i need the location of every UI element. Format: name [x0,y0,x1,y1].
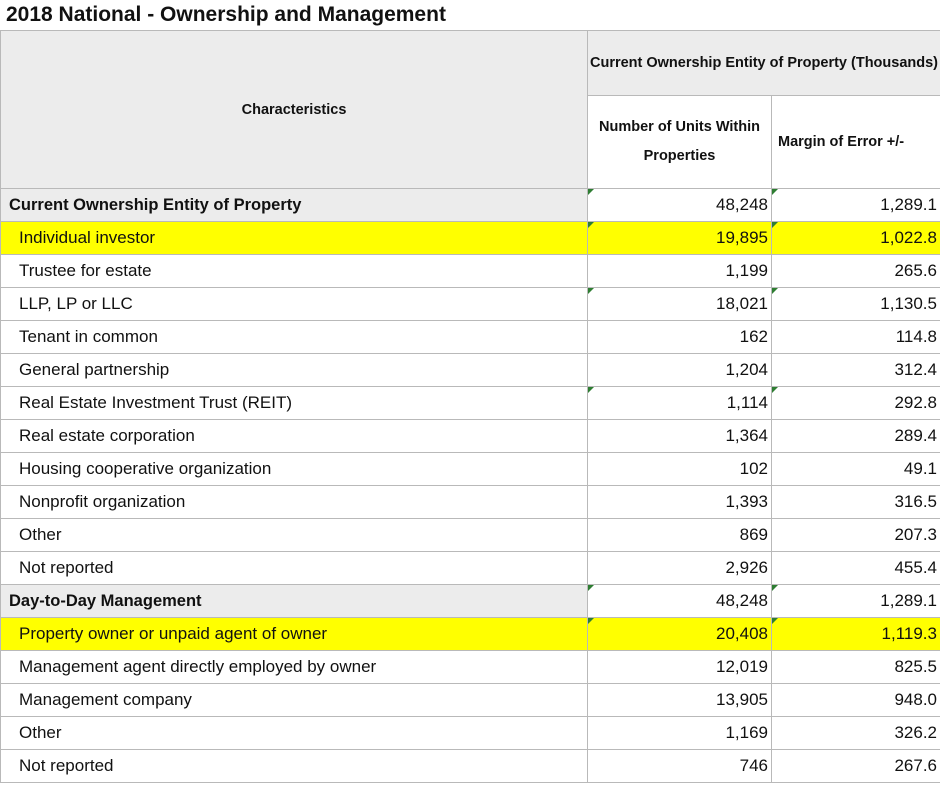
moe-cell [772,750,940,783]
units-value: 1,199 [725,261,768,280]
moe-cell [772,552,940,585]
comment-marker-icon [772,222,778,228]
table-row [1,618,940,651]
comment-marker-icon [772,387,778,393]
comment-marker-icon [772,288,778,294]
moe-cell [772,717,940,750]
characteristics-header: Characteristics [1,31,588,189]
units-cell [588,717,772,750]
comment-marker-icon [588,222,594,228]
units-cell [588,420,772,453]
moe-value: 1,289.1 [880,195,937,214]
row-label: Not reported [1,750,588,783]
units-value: 20,408 [716,624,768,643]
row-label: Not reported [1,552,588,585]
table-row [1,519,940,552]
moe-cell [772,486,940,519]
moe-value: 289.4 [894,426,937,445]
moe-value: 1,022.8 [880,228,937,247]
units-cell [588,519,772,552]
table-row [1,288,940,321]
units-value: 746 [739,756,768,775]
section-row [1,585,940,618]
units-cell [588,189,772,222]
row-label: Property owner or unpaid agent of owner [1,618,588,651]
units-value: 48,248 [716,195,768,214]
moe-value: 825.5 [894,657,937,676]
moe-cell [772,519,940,552]
moe-cell [772,618,940,651]
moe-column-header: Margin of Error +/- [772,96,940,189]
units-cell [588,486,772,519]
moe-value: 455.4 [894,558,937,577]
units-value: 13,905 [716,690,768,709]
row-label: Individual investor [1,222,588,255]
moe-value: 265.6 [894,261,937,280]
units-column-header: Number of Units Within Properties [588,96,772,189]
table-row [1,651,940,684]
ownership-table [0,30,940,783]
moe-value: 312.4 [894,360,937,379]
comment-marker-icon [772,618,778,624]
comment-marker-icon [588,387,594,393]
units-cell [588,552,772,585]
moe-cell [772,585,940,618]
row-label: Trustee for estate [1,255,588,288]
table-row [1,420,940,453]
moe-value: 316.5 [894,492,937,511]
moe-cell [772,651,940,684]
units-cell [588,321,772,354]
moe-cell [772,684,940,717]
units-value: 48,248 [716,591,768,610]
units-value: 18,021 [716,294,768,313]
units-value: 1,169 [725,723,768,742]
moe-value: 292.8 [894,393,937,412]
row-label: Real estate corporation [1,420,588,453]
units-value: 869 [739,525,768,544]
units-value: 1,204 [725,360,768,379]
comment-marker-icon [588,189,594,195]
moe-cell [772,387,940,420]
units-value: 1,114 [726,393,768,412]
row-label: Real Estate Investment Trust (REIT) [1,387,588,420]
comment-marker-icon [588,585,594,591]
table-row [1,552,940,585]
units-value: 1,393 [725,492,768,511]
units-value: 1,364 [725,426,768,445]
moe-value: 1,119.3 [881,624,937,643]
comment-marker-icon [588,618,594,624]
table-row [1,222,940,255]
units-cell [588,684,772,717]
table-row [1,717,940,750]
units-cell [588,453,772,486]
units-value: 12,019 [716,657,768,676]
units-cell [588,255,772,288]
units-cell [588,651,772,684]
units-value: 2,926 [725,558,768,577]
units-cell [588,618,772,651]
row-label: LLP, LP or LLC [1,288,588,321]
moe-value: 114.8 [895,327,937,346]
units-cell [588,750,772,783]
row-label: Housing cooperative organization [1,453,588,486]
moe-cell [772,255,940,288]
moe-cell [772,321,940,354]
section-label: Day-to-Day Management [1,585,588,618]
moe-cell [772,354,940,387]
units-value: 102 [739,459,768,478]
comment-marker-icon [588,288,594,294]
moe-cell [772,189,940,222]
moe-value: 948.0 [894,690,937,709]
moe-cell [772,453,940,486]
ownership-group-header: Current Ownership Entity of Property (Thousands) [588,31,940,96]
moe-value: 1,289.1 [880,591,937,610]
moe-cell [772,222,940,255]
units-value: 162 [739,327,768,346]
row-label: Tenant in common [1,321,588,354]
row-label: Management agent directly employed by owner [1,651,588,684]
moe-value: 326.2 [894,723,937,742]
section-label: Current Ownership Entity of Property [1,189,588,222]
units-cell [588,387,772,420]
units-cell [588,354,772,387]
comment-marker-icon [772,585,778,591]
section-row [1,189,940,222]
table-row [1,684,940,717]
moe-value: 267.6 [894,756,937,775]
moe-cell [772,288,940,321]
moe-value: 207.3 [894,525,937,544]
units-cell [588,585,772,618]
moe-cell [772,420,940,453]
units-value: 19,895 [716,228,768,247]
table-row [1,387,940,420]
row-label: Management company [1,684,588,717]
table-row [1,255,940,288]
table-row [1,321,940,354]
table-row [1,354,940,387]
table-row [1,750,940,783]
row-label: Nonprofit organization [1,486,588,519]
comment-marker-icon [772,189,778,195]
row-label: Other [1,519,588,552]
units-cell [588,288,772,321]
moe-value: 49.1 [903,459,937,478]
row-label: Other [1,717,588,750]
moe-value: 1,130.5 [880,294,937,313]
table-title: 2018 National - Ownership and Management [6,3,446,26]
units-cell [588,222,772,255]
table-row [1,453,940,486]
table-row [1,486,940,519]
row-label: General partnership [1,354,588,387]
